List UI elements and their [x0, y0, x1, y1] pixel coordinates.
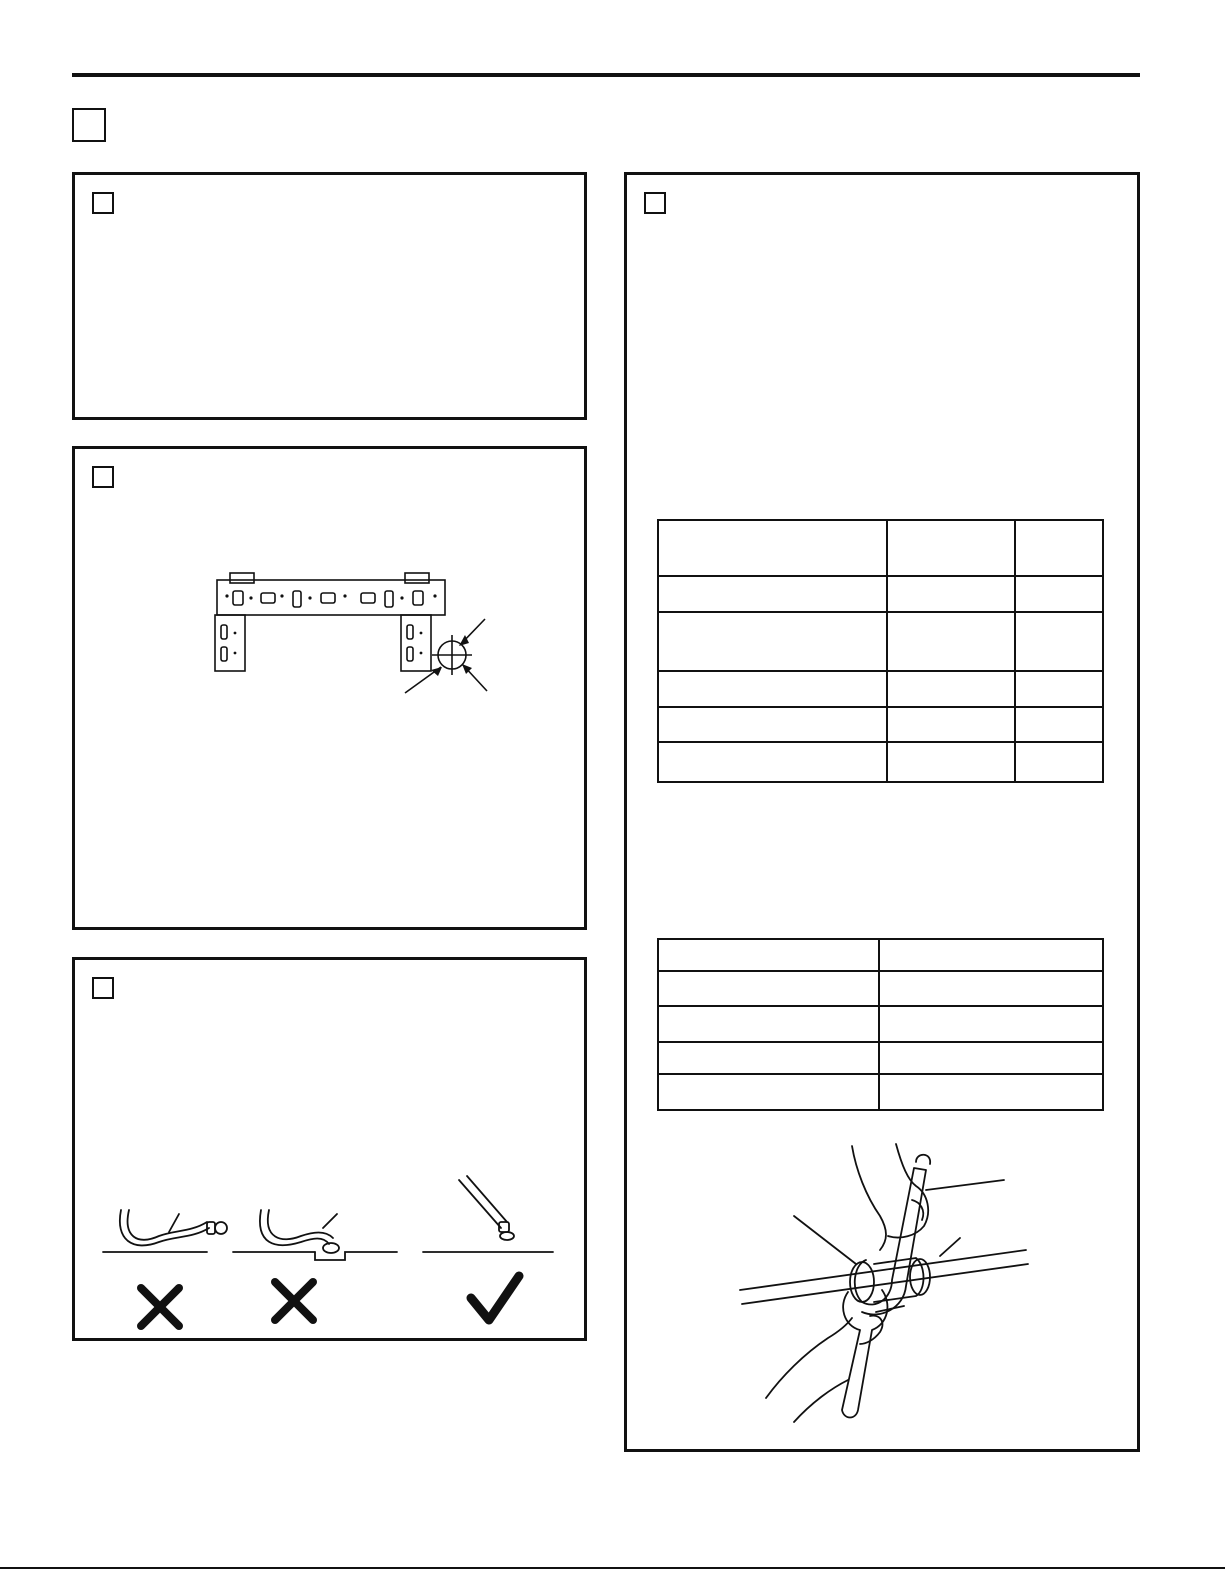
- step-number-box: [72, 108, 106, 142]
- panel-1: [72, 172, 587, 420]
- table-row: [658, 939, 1103, 971]
- x-mark-icon: [141, 1282, 313, 1326]
- panel-4-checkbox[interactable]: [644, 192, 666, 214]
- pipe-handling-illustration: [75, 960, 590, 1344]
- table-row: [658, 1006, 1103, 1042]
- panel-2: [72, 446, 587, 930]
- table-row: [658, 576, 1103, 612]
- check-mark-icon: [471, 1276, 519, 1320]
- footer-rule: [0, 1567, 1225, 1569]
- wrench-tightening-illustration: [720, 1140, 1040, 1430]
- header-rule: [72, 73, 1140, 77]
- table-row: [658, 1042, 1103, 1074]
- table-row: [658, 1074, 1103, 1110]
- table-row: [658, 520, 1103, 576]
- table-row: [658, 612, 1103, 671]
- table-row: [658, 671, 1103, 707]
- table-1: [657, 519, 1104, 783]
- table-row: [658, 742, 1103, 782]
- table-2: [657, 938, 1104, 1111]
- table-row: [658, 707, 1103, 742]
- panel-1-checkbox[interactable]: [92, 192, 114, 214]
- table-row: [658, 971, 1103, 1006]
- panel-3: [72, 957, 587, 1341]
- mounting-plate-illustration: [75, 449, 590, 933]
